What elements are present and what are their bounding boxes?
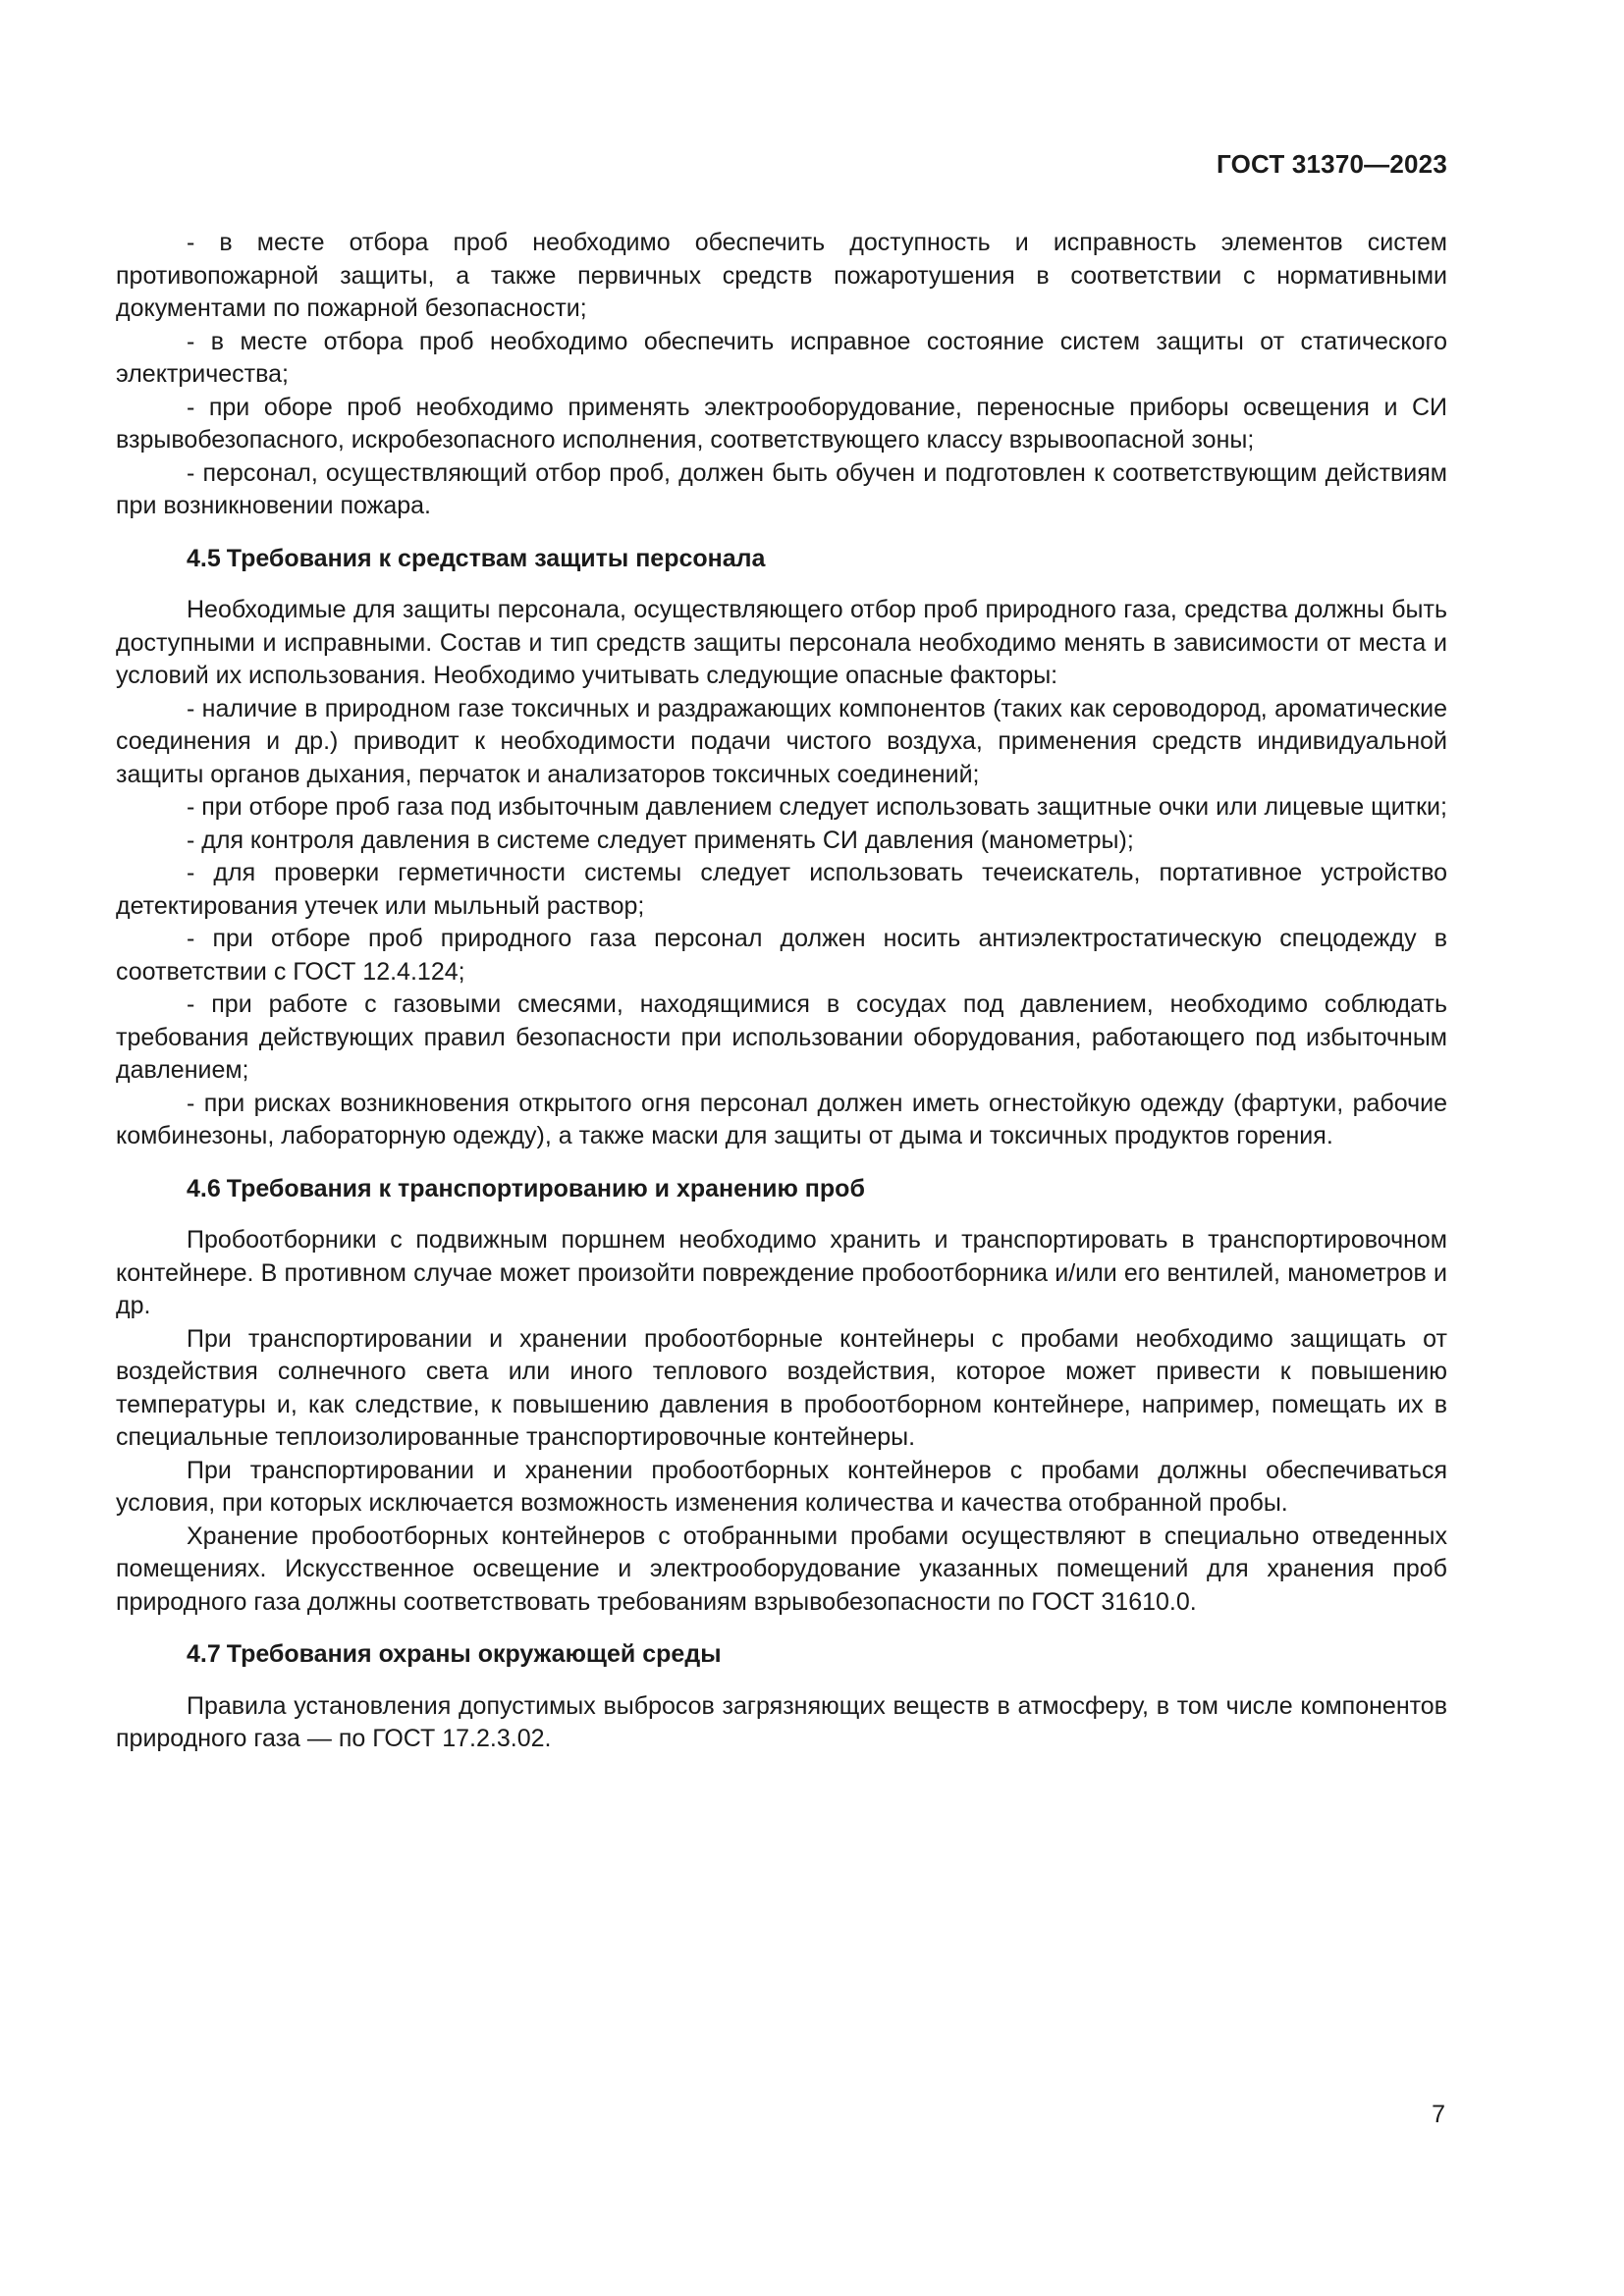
section-title: Требования охраны окружающей среды: [226, 1640, 722, 1668]
paragraph: - в месте отбора проб необходимо обеспечить доступность и исправность элементов систем противопожарной защиты, а также первичных средств пожаротушения в соответствии с нормативными документами по пожарной безопасности;: [116, 229, 1447, 322]
paragraph: При транспортировании и хранении пробоотборных контейнеров с пробами должны обеспечиваться условия, при которых исключается возможность изменения количества и качества отобранной пробы.: [116, 1456, 1447, 1517]
section-heading-4-6: [116, 1173, 1447, 1206]
paragraph: - при работе с газовыми смесями, находящимися в сосудах под давлением, необходимо соблюдать требования действующих правил безопасности при использовании оборудования, работающего под избыточным давлением;: [116, 990, 1447, 1084]
paragraph: - при рисках возникновения открытого огня персонал должен иметь огнестойкую одежду (фартуки, рабочие комбинезоны, лабораторную одежду), а также маски для защиты от дыма и токсичных продуктов горения.: [116, 1089, 1447, 1149]
paragraph: - при отборе проб природного газа персонал должен носить антиэлектростатическую спецодежду в соответствии с ГОСТ 12.4.124;: [116, 925, 1447, 986]
paragraph: - наличие в природном газе токсичных и раздражающих компонентов (таких как сероводород, ароматические соединения и др.) приводит к необходимости подачи чистого воздуха, применения средств индивидуальной защиты органов дыхания, перчаток и анализаторов токсичных соединений;: [116, 694, 1447, 788]
section-number: 4.7: [187, 1640, 221, 1668]
section-number: 4.6: [187, 1174, 221, 1202]
paragraph: - для проверки герметичности системы следует использовать течеискатель, портативное устройство детектирования утечек или мыльный раствор;: [116, 859, 1447, 920]
document-body: [116, 227, 1447, 1756]
paragraph: - персонал, осуществляющий отбор проб, должен быть обучен и подготовлен к соответствующим действиям при возникновении пожара.: [116, 458, 1447, 519]
paragraph: - при оборе проб необходимо применять электрооборудование, переносные приборы освещения и СИ взрывобезопасного, искробезопасного исполнения, соответствующего классу взрывоопасной зоны;: [116, 393, 1447, 454]
paragraph: При транспортировании и хранении пробоотборные контейнеры с пробами необходимо защищать от воздействия солнечного света или иного теплового воздействия, которое может привести к повышению температуры и, как следствие, к повышению давления в пробоотборном контейнере, например, помещать их в специальные теплоизолированные транспортировочные контейнеры.: [116, 1324, 1447, 1451]
section-title: Требования к транспортированию и хранению проб: [226, 1174, 865, 1202]
section-title: Требования к средствам защиты персонала: [226, 544, 766, 572]
paragraph: Необходимые для защиты персонала, осуществляющего отбор проб природного газа, средства должны быть доступными и исправными. Состав и тип средств защиты персонала необходимо менять в зависимости от места и условий их использования. Необходимо учитывать следующие опасные факторы:: [116, 596, 1447, 689]
section-heading-4-7: [116, 1638, 1447, 1672]
page-number: 7: [1432, 2101, 1445, 2128]
section-number: 4.5: [187, 544, 221, 572]
section-heading-4-5: [116, 543, 1447, 576]
document-header: ГОСТ 31370—2023: [1217, 149, 1447, 179]
paragraph: Правила установления допустимых выбросов загрязняющих веществ в атмосферу, в том числе компонентов природного газа — по ГОСТ 17.2.3.02.: [116, 1691, 1447, 1752]
paragraph: Пробоотборники с подвижным поршнем необходимо хранить и транспортировать в транспортировочном контейнере. В противном случае может произойти повреждение пробоотборника и/или его вентилей, манометров и др.: [116, 1226, 1447, 1319]
paragraph: - в месте отбора проб необходимо обеспечить исправное состояние систем защиты от статического электричества;: [116, 327, 1447, 388]
paragraph: - для контроля давления в системе следует применять СИ давления (манометры);: [187, 826, 1134, 854]
paragraph: - при отборе проб газа под избыточным давлением следует использовать защитные очки или лицевые щитки;: [187, 793, 1447, 821]
paragraph: Хранение пробоотборных контейнеров с отобранными пробами осуществляют в специально отведенных помещениях. Искусственное освещение и электрооборудование указанных помещений для хранения проб природного газа должны соответствовать требованиям взрывобезопасности по ГОСТ 31610.0.: [116, 1522, 1447, 1616]
